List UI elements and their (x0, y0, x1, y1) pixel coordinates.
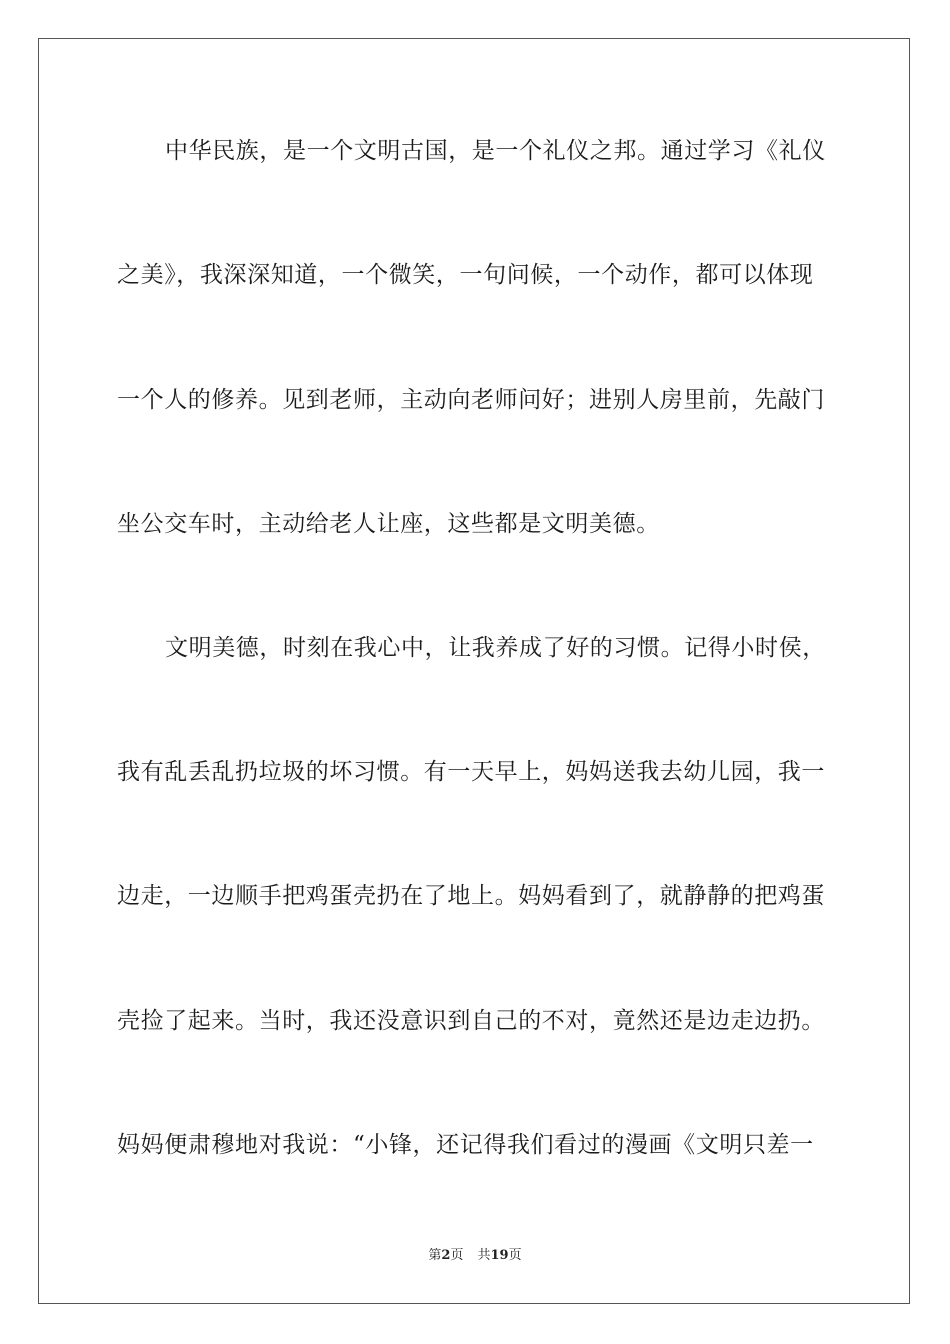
page-border (38, 38, 910, 1304)
page-suffix: 页 (450, 1248, 464, 1263)
paragraph-line: 文明美德，时刻在我心中，让我养成了好的习惯。记得小时侯， (165, 635, 826, 661)
total-pages: 19 (490, 1248, 509, 1263)
paragraph-line: 妈妈便肃穆地对我说：“小锋，还记得我们看过的漫画《文明只差一 (117, 1132, 814, 1158)
paragraph-line: 一个人的修养。见到老师，主动向老师问好；进别人房里前，先敲门 (117, 387, 825, 413)
page-footer (0, 1247, 950, 1265)
page-prefix: 第 (428, 1248, 442, 1263)
total-suffix: 页 (508, 1248, 522, 1263)
paragraph-line: 中华民族，是一个文明古国，是一个礼仪之邦。通过学习《礼仪 (165, 138, 826, 164)
paragraph-line: 之美》，我深深知道，一个微笑，一句问候，一个动作，都可以体现 (117, 262, 814, 288)
paragraph-line: 壳捡了起来。当时，我还没意识到自己的不对，竟然还是边走边扔。 (117, 1008, 825, 1034)
paragraph-line: 边走，一边顺手把鸡蛋壳扔在了地上。妈妈看到了，就静静的把鸡蛋 (117, 883, 825, 909)
page-number: 2 (441, 1248, 451, 1263)
paragraph-line: 坐公交车时，主动给老人让座，这些都是文明美德。 (117, 511, 660, 537)
paragraph-line: 我有乱丢乱扔垃圾的坏习惯。有一天早上，妈妈送我去幼儿园，我一 (117, 759, 825, 785)
total-prefix: 共 (477, 1248, 491, 1263)
